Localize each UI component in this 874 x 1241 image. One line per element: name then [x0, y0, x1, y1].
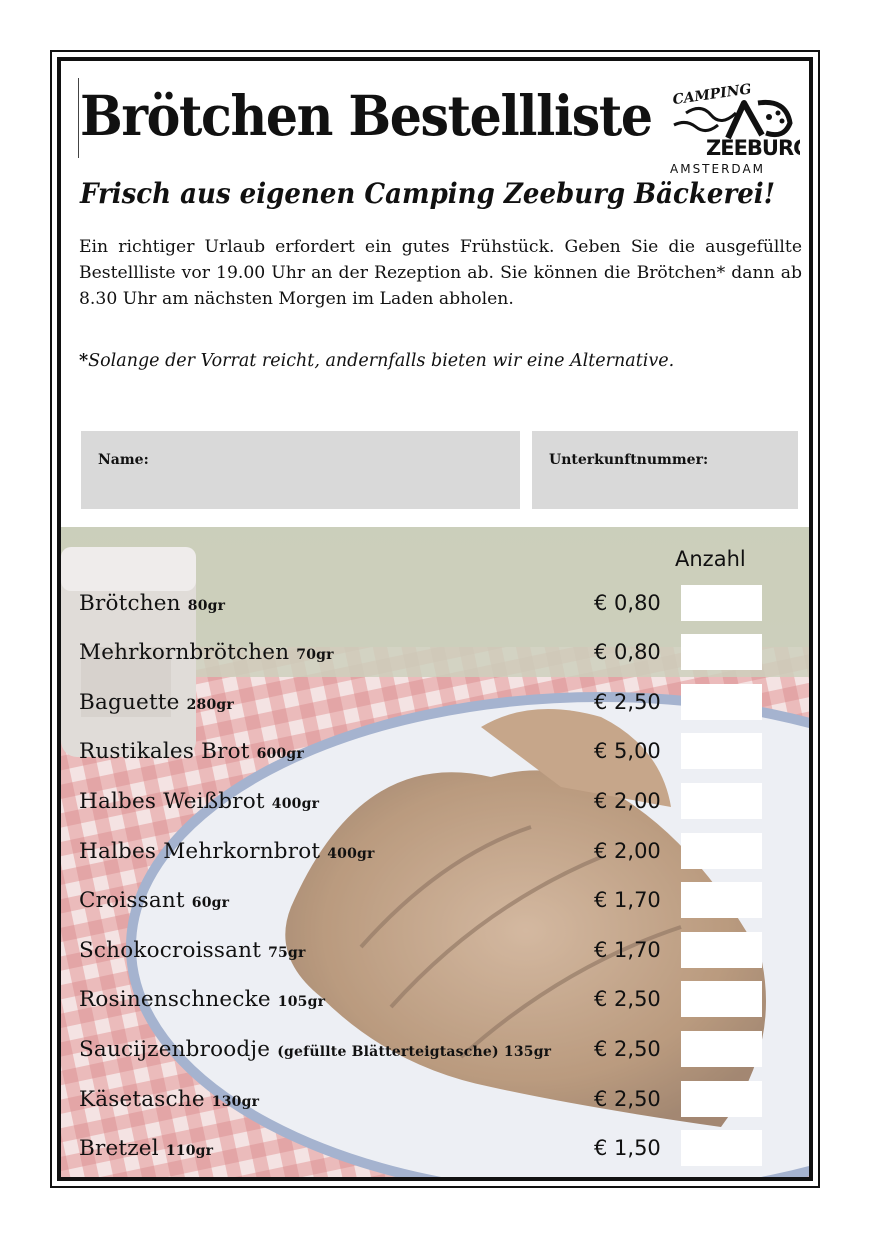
- product-row: [61, 833, 809, 873]
- product-price: € 2,50: [594, 1087, 661, 1111]
- quantity-input[interactable]: [681, 733, 762, 769]
- product-price: € 2,50: [594, 1037, 661, 1061]
- product-price: € 1,50: [594, 1136, 661, 1160]
- quantity-input[interactable]: [681, 1130, 762, 1166]
- product-price: € 0,80: [594, 591, 661, 615]
- product-name: Käsetasche 130gr: [79, 1087, 260, 1112]
- subtitle: Frisch aus eigenen Camping Zeeburg Bäckerei!: [80, 177, 776, 210]
- product-name: Saucijzenbroodje (gefüllte Blätterteigtasche) 135gr: [79, 1037, 552, 1062]
- product-row: [61, 1130, 809, 1170]
- unit-number-field[interactable]: [532, 431, 798, 509]
- product-name: Halbes Mehrkornbrot 400gr: [79, 839, 375, 864]
- page-title: Brötchen Bestellliste: [80, 83, 652, 148]
- note-star: *: [79, 351, 89, 371]
- quantity-input[interactable]: [681, 932, 762, 968]
- product-row: [61, 932, 809, 972]
- product-name: Bretzel 110gr: [79, 1136, 214, 1161]
- quantity-input[interactable]: [681, 634, 762, 670]
- product-price: € 2,50: [594, 987, 661, 1011]
- product-price: € 1,70: [594, 888, 661, 912]
- product-row: [61, 882, 809, 922]
- quantity-input[interactable]: [681, 981, 762, 1017]
- product-row: [61, 1031, 809, 1071]
- product-price: € 2,00: [594, 789, 661, 813]
- product-row: [61, 981, 809, 1021]
- quantity-column-header: Anzahl: [675, 547, 746, 571]
- camping-zeeburg-logo: [666, 73, 800, 177]
- intro-text: Ein richtiger Urlaub erfordert ein gutes Frühstück. Geben Sie die ausgefüllte Bestellliste vor 19.00 Uhr an der Rezeption ab. Sie können die Brötchen* dann ab 8.30 Uhr am nächsten Morgen im Laden abholen.: [79, 237, 802, 309]
- quantity-input[interactable]: [681, 1031, 762, 1067]
- product-row: [61, 684, 809, 724]
- quantity-input[interactable]: [681, 882, 762, 918]
- product-name: Croissant 60gr: [79, 888, 230, 913]
- product-name: Mehrkornbrötchen 70gr: [79, 640, 334, 665]
- product-row: [61, 634, 809, 674]
- unit-number-label: Unterkunftnummer:: [549, 452, 709, 468]
- name-label: Name:: [98, 452, 149, 468]
- note-text: Solange der Vorrat reicht, andernfalls bieten wir eine Alternative.: [88, 351, 675, 371]
- product-row: [61, 783, 809, 823]
- product-name: Rosinenschnecke 105gr: [79, 987, 326, 1012]
- order-sheet: [57, 57, 813, 1181]
- product-name: Baguette 280gr: [79, 690, 234, 715]
- svg-text:ZEEBURG: ZEEBURG: [706, 136, 800, 160]
- product-price: € 2,00: [594, 839, 661, 863]
- product-row: [61, 733, 809, 773]
- product-price: € 5,00: [594, 739, 661, 763]
- quantity-input[interactable]: [681, 1081, 762, 1117]
- product-row: [61, 1081, 809, 1121]
- quantity-input[interactable]: [681, 833, 762, 869]
- product-name: Halbes Weißbrot 400gr: [79, 789, 320, 814]
- availability-note: [79, 351, 674, 371]
- name-field[interactable]: [81, 431, 520, 509]
- product-name: Brötchen 80gr: [79, 591, 226, 616]
- title-rule: [78, 78, 79, 158]
- product-name: Schokocroissant 75gr: [79, 938, 306, 963]
- product-price: € 2,50: [594, 690, 661, 714]
- product-row: [61, 585, 809, 625]
- logo-icon: [666, 73, 800, 177]
- quantity-input[interactable]: [681, 684, 762, 720]
- quantity-input[interactable]: [681, 783, 762, 819]
- product-price: € 0,80: [594, 640, 661, 664]
- product-name: Rustikales Brot 600gr: [79, 739, 304, 764]
- svg-text:AMSTERDAM: AMSTERDAM: [670, 162, 766, 176]
- quantity-input[interactable]: [681, 585, 762, 621]
- svg-text:CAMPING: CAMPING: [671, 81, 753, 109]
- product-price: € 1,70: [594, 938, 661, 962]
